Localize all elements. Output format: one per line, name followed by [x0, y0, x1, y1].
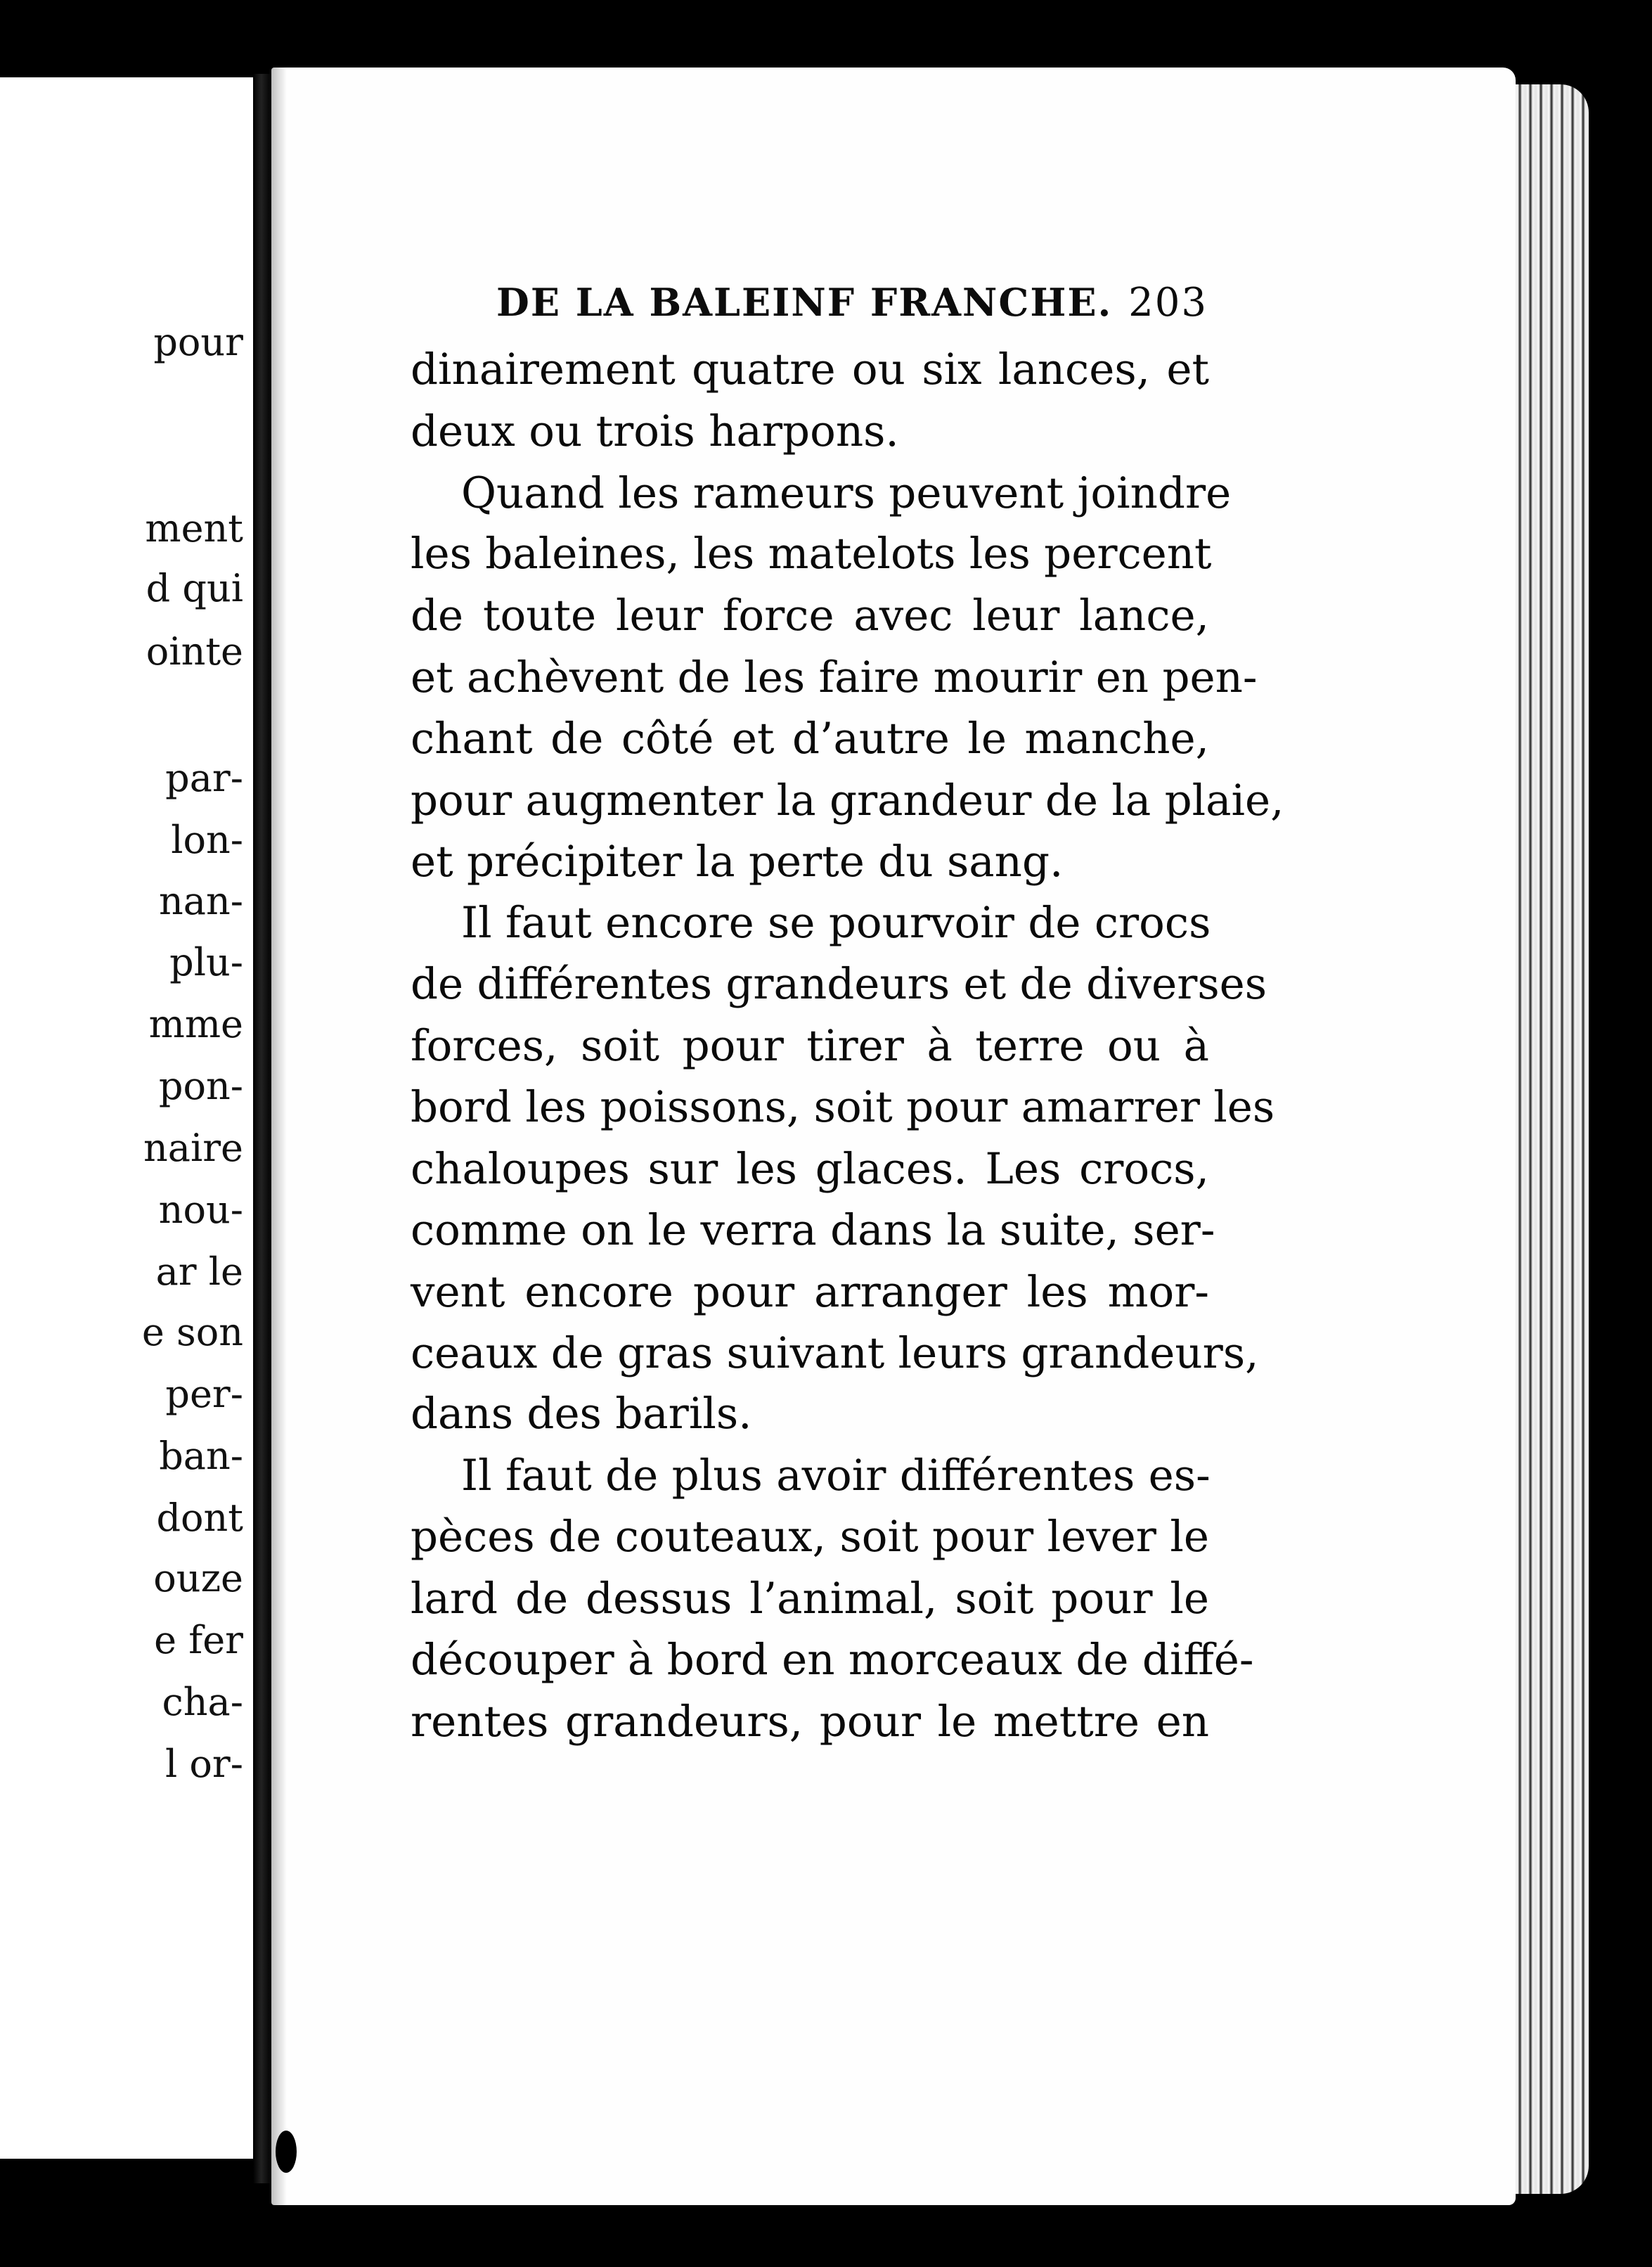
body-text-line: lard de dessus l’animal, soit pour le	[411, 1574, 1209, 1624]
left-page-line: lon-	[171, 818, 243, 862]
body-text-line: forces, soit pour tirer à terre ou à	[411, 1021, 1209, 1071]
running-head	[496, 280, 1208, 325]
page-number: 203	[1128, 280, 1208, 326]
left-page-line: ment	[145, 506, 243, 551]
left-page-line: e fer	[154, 1618, 243, 1662]
body-text-line: pour augmenter la grandeur de la plaie,	[411, 776, 1284, 826]
body-text-line: chaloupes sur les glaces. Les crocs,	[411, 1144, 1209, 1194]
left-page-line: pon-	[158, 1064, 243, 1108]
body-text-line: de différentes grandeurs et de diverses	[411, 959, 1267, 1009]
body-text-line: dans des barils.	[411, 1389, 752, 1439]
body-text-line: Il faut de plus avoir différentes es-	[461, 1451, 1211, 1501]
left-page-line: ar le	[155, 1250, 243, 1294]
left-page-line: nan-	[159, 879, 243, 923]
left-page-line: e son	[141, 1310, 243, 1354]
body-text-line: dinairement quatre ou six lances, et	[411, 345, 1209, 394]
left-page-line: ointe	[146, 629, 243, 674]
left-page-line: ban-	[159, 1434, 243, 1478]
body-text-line: ceaux de gras suivant leurs grandeurs,	[411, 1328, 1259, 1378]
left-page-line: plu-	[169, 940, 243, 984]
left-page	[0, 77, 259, 2159]
left-page-line: ouze	[153, 1556, 243, 1600]
body-text-line: les baleines, les matelots les percent	[411, 529, 1212, 579]
left-page-line: dont	[156, 1496, 243, 1540]
running-head-title: DE LA BALEINF FRANCHE.	[496, 280, 1113, 325]
left-page-line: per-	[165, 1372, 243, 1416]
body-text-line: bord les poissons, soit pour amarrer les	[411, 1082, 1275, 1132]
left-page-line: cha-	[162, 1680, 243, 1724]
body-text-line: pèces de couteaux, soit pour lever le	[411, 1512, 1209, 1562]
body-text-line: et précipiter la perte du sang.	[411, 837, 1064, 887]
book-spine	[253, 74, 271, 2183]
body-text-line: comme on le verra dans la suite, ser-	[411, 1205, 1215, 1255]
body-text-line: Il faut encore se pourvoir de crocs	[461, 898, 1211, 948]
body-text-line: et achèvent de les faire mourir en pen-	[411, 653, 1258, 702]
body-text-line: découper à bord en morceaux de diffé-	[411, 1635, 1254, 1685]
left-page-line: d qui	[146, 566, 243, 610]
binding-mark	[276, 2131, 297, 2173]
left-page-line: mme	[148, 1002, 243, 1046]
left-page-line: nou-	[158, 1188, 243, 1232]
body-text-line: vent encore pour arranger les mor-	[411, 1267, 1209, 1317]
left-page-line: par-	[165, 756, 243, 800]
body-text-line: de toute leur force avec leur lance,	[411, 591, 1209, 641]
body-text-line: Quand les rameurs peuvent joindre	[461, 468, 1232, 518]
fold-shadow	[271, 68, 287, 2205]
left-page-line: l or-	[164, 1742, 243, 1786]
left-page-line: pour	[153, 320, 243, 364]
body-text-line: rentes grandeurs, pour le mettre en	[411, 1697, 1209, 1747]
body-text-line: deux ou trois harpons.	[411, 406, 899, 456]
body-text-line: chant de côté et d’autre le manche,	[411, 714, 1209, 764]
left-page-line: naire	[143, 1126, 243, 1170]
